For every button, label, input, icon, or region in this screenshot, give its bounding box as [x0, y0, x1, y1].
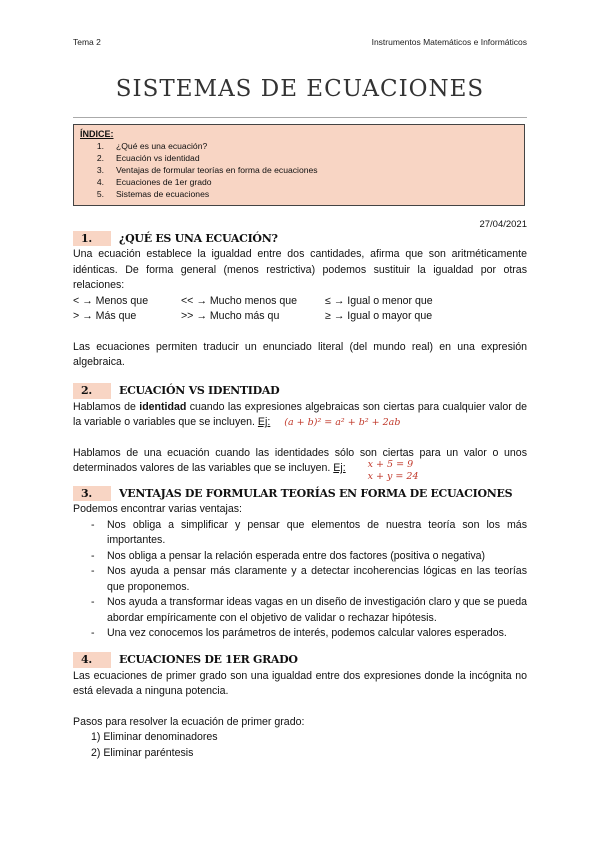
header-course: Instrumentos Matemáticos e Informáticos	[371, 37, 527, 47]
index-item[interactable]: 1. ¿Qué es una ecuación?	[96, 141, 208, 151]
list-item: - Nos ayuda a pensar más claramente y a detectar incoherencias lógicas en las teorías que proponemos.	[73, 564, 527, 595]
relations-row: > → Más que >> → Mucho más qu ≥ → Igual o mayor que	[73, 310, 433, 322]
index-list	[80, 140, 518, 200]
index-item[interactable]: 2. Ecuación vs identidad	[96, 153, 200, 163]
index-item[interactable]: 3. Ventajas de formular teorías en forma de ecuaciones	[96, 165, 318, 175]
list-item: - Nos obliga a simplificar y pensar que elementos de nuestra teoría son los más importantes.	[73, 518, 527, 549]
index-title: ÍNDICE:	[80, 129, 114, 139]
paragraph: Las ecuaciones de primer grado son una igualdad entre dos expresiones donde la incógnita no está elevada a ninguna potencia.	[73, 669, 527, 697]
advantages-list	[73, 518, 527, 642]
header-subject: Tema 2	[73, 37, 101, 47]
section-heading-4: 4. ECUACIONES DE 1ER GRADO	[73, 652, 527, 669]
relations-row: < → Menos que << → Mucho menos que ≤ → Igual o menor que	[73, 294, 433, 307]
index-item[interactable]: 4. Ecuaciones de 1er grado	[96, 177, 212, 187]
list-item: 2) Eliminar paréntesis	[91, 746, 194, 759]
equation-example: x + 5 = 9 x + y = 24	[367, 459, 419, 482]
list-item: - Nos ayuda a transformar ideas vagas en un diseño de investigación claro y que se pueda abordar empíricamente con el objetivo de validar o rechazar hipótesis.	[73, 595, 527, 626]
index-box	[73, 124, 525, 206]
steps-list	[73, 730, 527, 761]
page-title: SISTEMAS DE ECUACIONES	[115, 76, 485, 102]
section-heading-2: 2. ECUACIÓN VS IDENTIDAD	[73, 383, 527, 400]
paragraph: Las ecuaciones permiten traducir un enunciado literal (del mundo real) en una expresión algebraica.	[73, 340, 527, 368]
paragraph: Una ecuación establece la igualdad entre dos cantidades, afirma que son aritméticamente idénticas. De forma general (menos restrictiva) podemos sustituir la igualdad por otras relaciones:	[73, 248, 527, 291]
section-heading-1: 1. ¿QUÉ ES UNA ECUACIÓN?	[73, 230, 527, 247]
list-item: - Nos obliga a pensar la relación esperada entre dos factores (positiva o negativa)	[73, 549, 527, 565]
document-date: 27/04/2021	[479, 219, 527, 230]
paragraph: Hablamos de identidad cuando las expresiones algebraicas son ciertas para cualquier valor de la variable o variables que se incluyen. Ej: (a + b)² = a² + b² + 2ab	[73, 400, 527, 428]
section-heading-3: 3. VENTAJAS DE FORMULAR TEORÍAS EN FORMA DE ECUACIONES	[73, 485, 527, 502]
paragraph: Pasos para resolver la ecuación de primer grado:	[73, 715, 305, 728]
paragraph: Hablamos de una ecuación cuando las identidades sólo son ciertas para un valor o unos determinados valores de las variables que se incluyen. Ej: x + 5 = 9 x + y = 24	[73, 446, 527, 482]
list-item: 1) Eliminar denominadores	[91, 731, 218, 743]
list-item: - Una vez conocemos los parámetros de interés, podemos calcular valores esperados.	[73, 626, 527, 642]
index-item[interactable]: 5. Sistemas de ecuaciones	[96, 189, 210, 199]
identity-example: (a + b)² = a² + b² + 2ab	[284, 417, 401, 428]
document-body	[73, 230, 527, 761]
title-divider	[73, 117, 527, 118]
paragraph: Podemos encontrar varias ventajas:	[73, 503, 242, 515]
